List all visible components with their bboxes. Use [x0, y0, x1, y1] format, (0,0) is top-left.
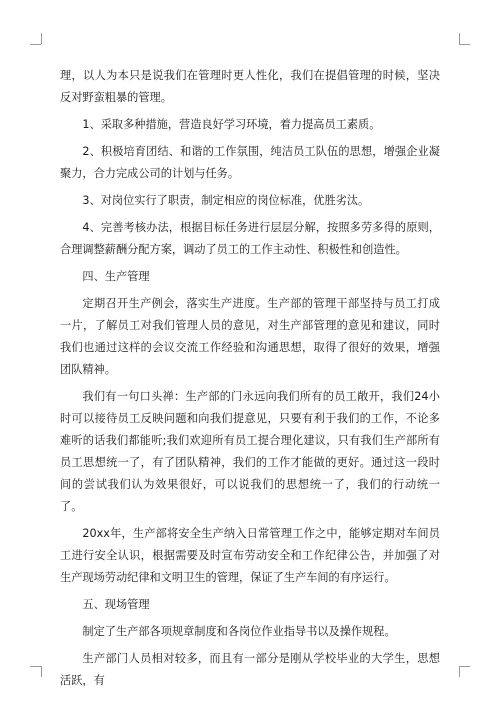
paragraph: 1、采取多种措施，营造良好学习环境，着力提高员工素质。 [82, 118, 381, 131]
paragraph: 定期召开生产例会，落实生产进度。生产部的管理干部坚持与员工打成一片，了解员工对我们管理人员的意见，对生产部管理的意见和建议，同时我们也通过这样的会议交流工作经验和沟通思想，取得了很好的效果，增强团队精神。 [60, 297, 440, 376]
paragraph: 3、对岗位实行了职责，制定相应的岗位标准，优胜劣汰。 [82, 194, 370, 207]
crop-mark-bottom-right-v [459, 666, 460, 677]
crop-mark-bottom-left-h [30, 666, 41, 667]
section-heading: 五、现场管理 [82, 598, 150, 611]
crop-mark-top-left-v [41, 33, 42, 44]
paragraph: 2、积极培育团结、和谐的工作氛围，纯洁员工队伍的思想，增强企业凝聚力，合力完成公司的计划与任务。 [60, 145, 440, 180]
paragraph: 20xx年，生产部将安全生产纳入日常管理工作之中，能够定期对车间员工进行安全认识，根据需要及时宣布劳动安全和工作纪律公告，并加强了对生产现场劳动纪律和文明卫生的管理，保证了生产车间的有序运行。 [60, 527, 440, 584]
paragraph: 制定了生产部各项规章制度和各岗位作业指导书以及操作规程。 [82, 625, 396, 638]
paragraph: 4、完善考核办法，根据目标任务进行层层分解，按照多劳多得的原则，合理调整薪酬分配方案，调动了员工的工作主动性、积极性和创造性。 [60, 221, 440, 256]
crop-mark-top-left-h [30, 44, 41, 45]
crop-mark-top-right-h [459, 44, 470, 45]
paragraph: 生产部门人员相对较多，而且有一部分是刚从学校毕业的大学生，思想活跃，有 [60, 652, 440, 687]
crop-mark-bottom-left-v [41, 666, 42, 677]
paragraph: 理，以人为本只是说我们在管理时更人性化，我们在提倡管理的时候，坚决反对野蛮粗暴的管理。 [60, 69, 440, 104]
section-heading: 四、生产管理 [82, 270, 150, 283]
crop-mark-top-right-v [459, 33, 460, 44]
document-body [60, 65, 440, 697]
paragraph: 我们有一句口头禅：生产部的门永远向我们所有的员工敞开，我们24小时可以接待员工反映问题和向我们提意见，只要有利于我们的工作，不论多难听的话我们都能听;我们欢迎所有员工提合理化建议，只有我们生产部所有员工思想统一了，有了团队精神，我们的工作才能做的更好。通过这一段时间的尝试我们认为效果很好，可以说我们的思想统一了，我们的行动统一了。 [60, 390, 440, 513]
crop-mark-bottom-right-h [459, 666, 470, 667]
